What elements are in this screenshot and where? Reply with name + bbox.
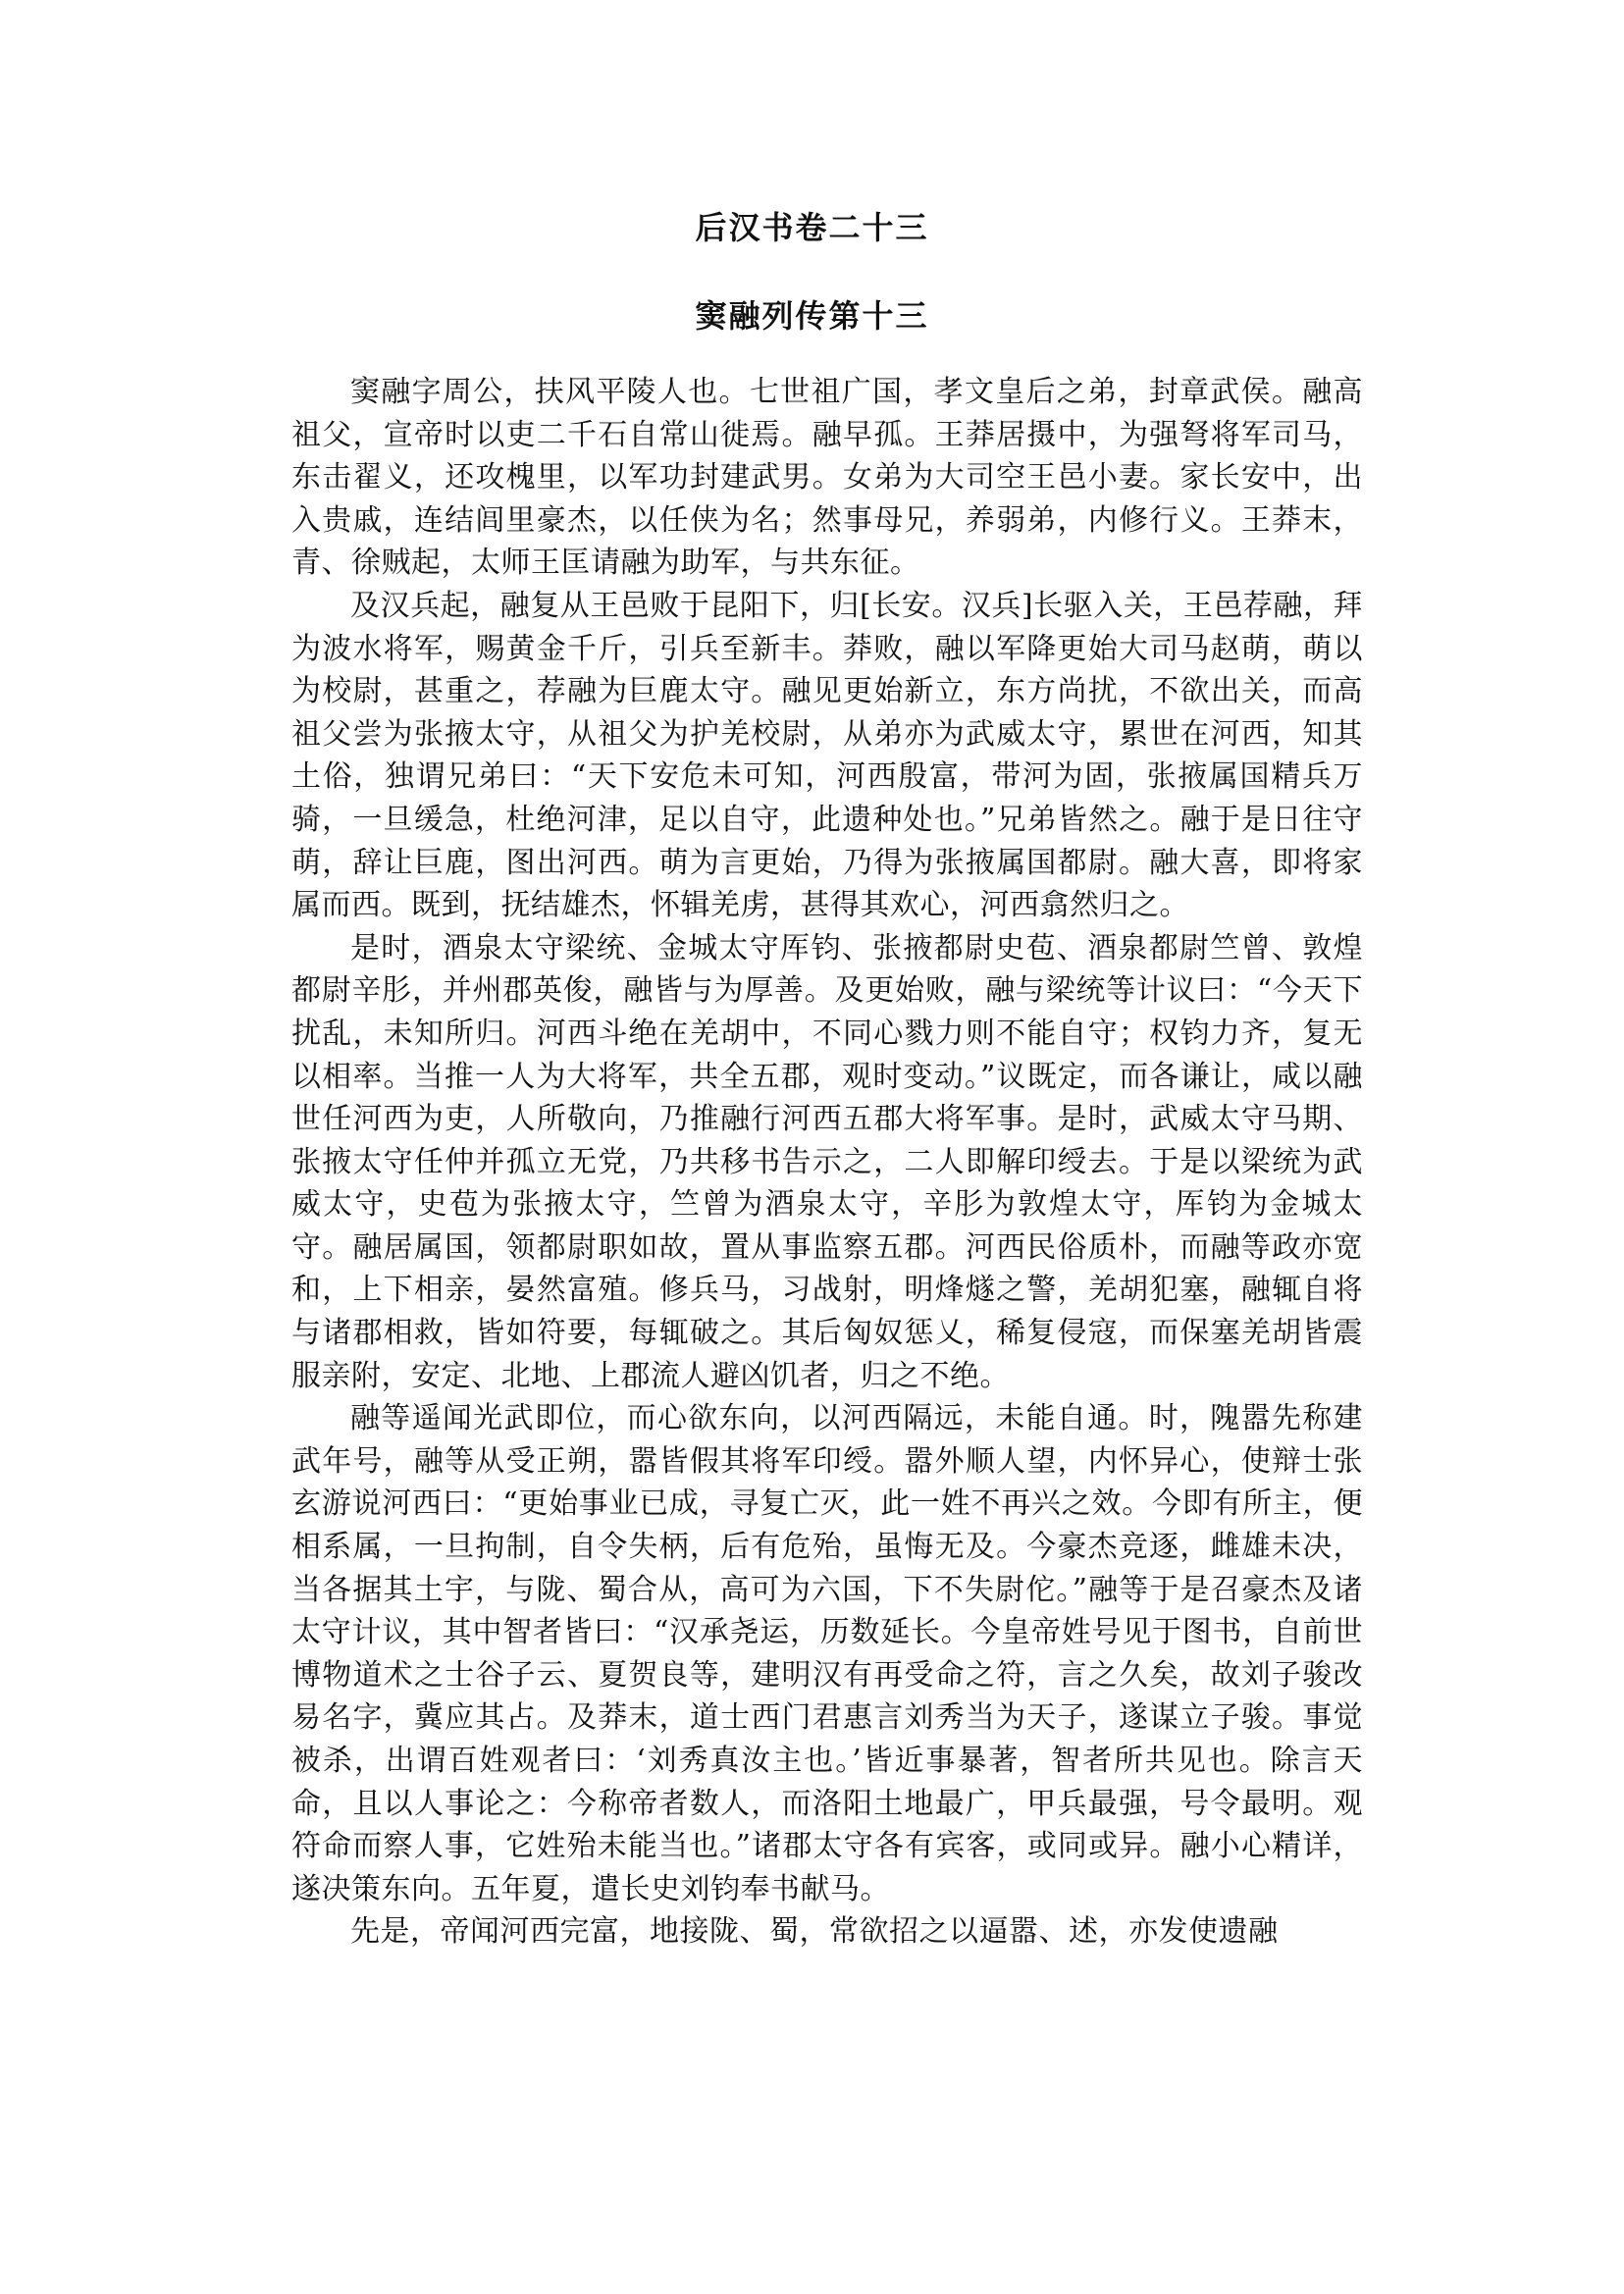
paragraph-3: 是时，酒泉太守梁统、金城太守厍钧、张掖都尉史苞、酒泉都尉竺曾、敦煌都尉辛肜，并州郡英俊，融皆与为厚善。及更始败，融与梁统等计议曰：“今天下扰乱，未知所归。河西斗绝在羌胡中，不同心戮力则不能自守；权钧力齐，复无以相率。当推一人为大将军，共全五郡，观时变动。”议既定，而各谦让，咸以融世任河西为吏，人所敬向，乃推融行河西五郡大将军事。是时，武威太守马期、张掖太守任仲并孤立无党，乃共移书告示之，二人即解印绶去。于是以梁统为武威太守，史苞为张掖太守，竺曾为酒泉太守，辛肜为敦煌太守，厍钧为金城太守。融居属国，领都尉职如故，置从事监察五郡。河西民俗质朴，而融等政亦宽和，上下相亲，晏然富殖。修兵马，习战射，明烽燧之警，羌胡犯塞，融辄自将与诸郡相救，皆如符要，每辄破之。其后匈奴惩乂，稀复侵寇，而保塞羌胡皆震服亲附，安定、北地、上郡流人避凶饥者，归之不绝。 [291, 930, 1363, 1393]
paragraph-5: 先是，帝闻河西完富，地接陇、蜀，常欲招之以逼嚣、述，亦发使遗融 [350, 1914, 1279, 1950]
chapter-title: 窦融列传第十三 [695, 297, 929, 335]
paragraph-2: 及汉兵起，融复从王邑败于昆阳下，归[长安。汉兵]长驱入关，王邑荐融，拜为波水将军，赐黄金千斤，引兵至新丰。莽败，融以军降更始大司马赵萌，萌以为校尉，甚重之，荐融为巨鹿太守。融见更始新立，东方尚扰，不欲出关，而高祖父尝为张掖太守，从祖父为护羌校尉，从弟亦为武威太守，累世在河西，知其土俗，独谓兄弟曰：“天下安危未可知，河西殷富，带河为固，张掖属国精兵万骑，一旦缓急，杜绝河津，足以自守，此遗种处也。”兄弟皆然之。融于是日往守萌，辞让巨鹿，图出河西。萌为言更始，乃得为张掖属国都尉。融大喜，即将家属而西。既到，抚结雄杰，怀辑羌虏，甚得其欢心，河西翕然归之。 [291, 588, 1363, 923]
paragraph-4: 融等遥闻光武即位，而心欲东向，以河西隔远，未能自通。时，隗嚣先称建武年号，融等从受正朔，嚣皆假其将军印绶。嚣外顺人望，内怀异心，使辩士张玄游说河西曰：“更始事业已成，寻复亡灭，此一姓不再兴之效。今即有所主，便相系属，一旦拘制，自令失柄，后有危殆，虽悔无及。今豪杰竞逐，雌雄未决，当各据其土宇，与陇、蜀合从，高可为六国，下不失尉佗。”融等于是召豪杰及诸太守计议，其中智者皆曰：“汉承尧运，历数延长。今皇帝姓号见于图书，自前世博物道术之士谷子云、夏贺良等，建明汉有再受命之符，言之久矣，故刘子骏改易名字，冀应其占。及莽末，道士西门君惠言刘秀当为天子，遂谋立子骏。事觉被杀，出谓百姓观者曰：‘刘秀真汝主也。’皆近事暴著，智者所共见也。除言天命，且以人事论之：今称帝者数人，而洛阳土地最广，甲兵最强，号令最明。观符命而察人事，它姓殆未能当也。”诸郡太守各有宾客，或同或异。融小心精详，遂决策东向。五年夏，遣长史刘钧奉书献马。 [291, 1401, 1363, 1906]
body-text [291, 371, 1363, 1954]
book-title: 后汉书卷二十三 [695, 209, 929, 246]
paragraph-1: 窦融字周公，扶风平陵人也。七世祖广国，孝文皇后之弟，封章武侯。融高祖父，宣帝时以吏二千石自常山徙焉。融早孤。王莽居摄中，为强弩将军司马，东击翟义，还攻槐里，以军功封建武男。女弟为大司空王邑小妻。家长安中，出入贵戚，连结闾里豪杰，以任侠为名；然事母兄，养弱弟，内修行义。王莽末，青、徐贼起，太师王匡请融为助军，与共东征。 [291, 375, 1363, 581]
